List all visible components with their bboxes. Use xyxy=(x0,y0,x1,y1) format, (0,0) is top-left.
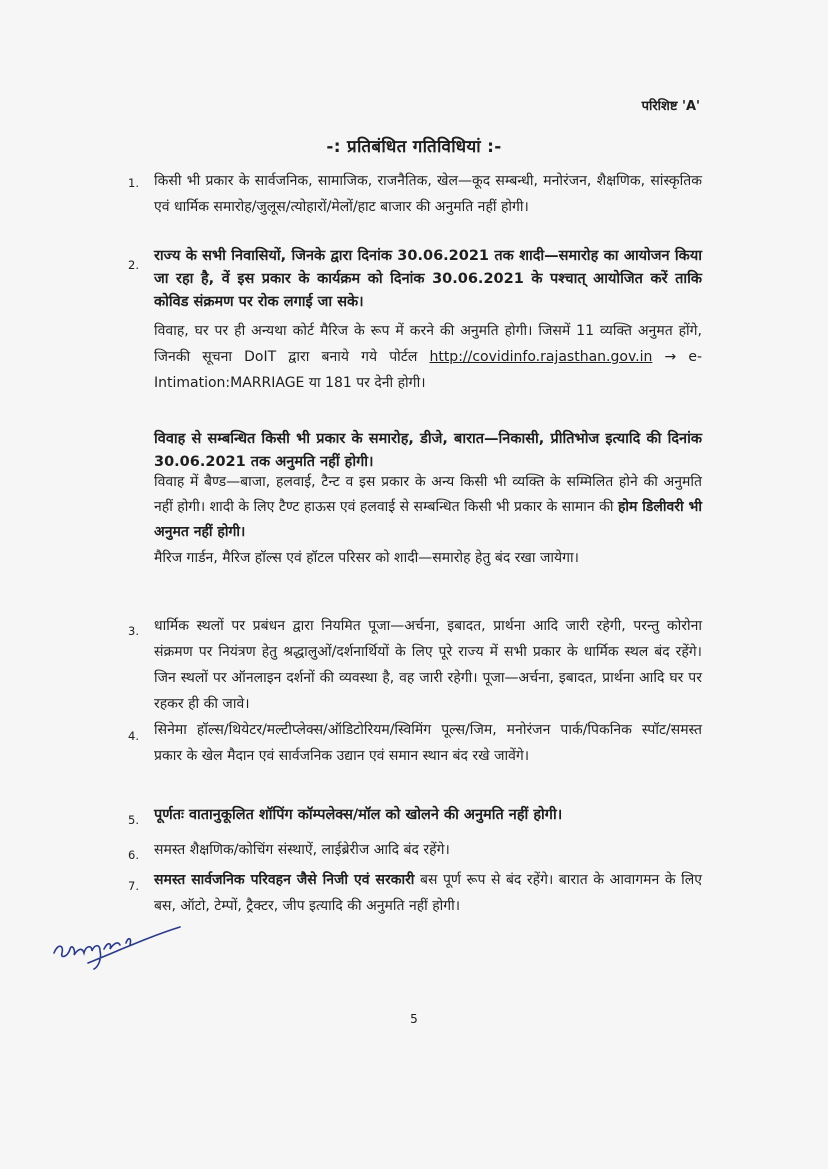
paragraph-text: विवाह में बैण्ड—बाजा, हलवाई, टैन्ट व इस प्रकार के अन्य किसी भी व्यक्ति के सम्मिलित होने की अनुमति नहीं होगी। शादी के लिए टैण्ट हाऊस एवं हलवाई से सम्बन्धित किसी भी प्रकार के सामान की xyxy=(154,474,702,515)
item-text: सिनेमा हॉल्स/थियेटर/मल्टीप्लेक्स/ऑडिटोरियम/स्विमिंग पूल्स/जिम, मनोरंजन पार्क/पिकनिक स्पॉट/समस्त प्रकार के खेल मैदान एवं सार्वजनिक उद्यान एवं समान स्थान बंद रखे जावेंगे। xyxy=(154,722,702,764)
item-text xyxy=(154,867,702,919)
item-text: धार्मिक स्थलों पर प्रबंधन द्वारा नियमित पूजा—अर्चना, इबादत, प्रार्थना आदि जारी रहेगी, परन्तु कोरोना संक्रमण पर नियंत्रण हेतु श्रद्धालुओं/दर्शनार्थियों के लिए पूरे राज्य में सभी प्रकार के धार्मिक स्थल बंद रहेंगे। जिन स्थलों पर ऑनलाइन दर्शनों की व्यवस्था है, वह जारी रहेगी। पूजा—अर्चना, इबादत, प्रार्थना आदि घर पर रहकर ही की जावे। xyxy=(154,618,702,712)
marriage-at-home-paragraph xyxy=(154,318,702,396)
page-title: -: प्रतिबंधित गतिविधियां :- xyxy=(326,137,502,157)
item-text: राज्य के सभी निवासियों, जिनके द्वारा दिनांक 30.06.2021 तक शादी—समारोह का आयोजन किया जा रहा है, वें इस प्रकार के कार्यक्रम को दिनांक 30.06.2021 के पश्चात् आयोजित करें ताकि कोविड संक्रमण पर रोक लगाई जा सके। xyxy=(154,248,702,310)
page-number: 5 xyxy=(410,1012,418,1026)
item-text: पूर्णतः वातानुकूलित शॉपिंग कॉम्पलेक्स/मॉल को खोलने की अनुमति नहीं होगी। xyxy=(154,807,563,823)
item-number: 7. xyxy=(128,879,139,893)
paragraph-text: → e-Intimation:MARRIAGE या 181 पर देनी होगी। xyxy=(154,349,702,391)
item-bold-text: समस्त सार्वजनिक परिवहन जैसे निजी एवं सरकारी xyxy=(154,872,415,888)
signature xyxy=(48,915,188,985)
ceremony-ban-paragraph: विवाह से सम्बन्धित किसी भी प्रकार के समारोह, डीजे, बारात—निकासी, प्रीतिभोज इत्यादि की दिनांक 30.06.2021 तक अनुमति नहीं होगी। xyxy=(154,431,702,470)
item-number: 6. xyxy=(128,848,139,862)
paragraph-bold-text: होम डिलीवरी भी अनुमत नहीं होगी। xyxy=(154,499,702,540)
portal-link[interactable]: http://covidinfo.rajasthan.gov.in xyxy=(429,349,653,365)
item-number: 1. xyxy=(128,176,139,190)
item-plain-text: बस पूर्ण रूप से बंद रहेंगे। बारात के आवागमन के लिए बस, ऑटो, टेम्पों, ट्रैक्टर, जीप इत्यादि की अनुमति नहीं होगी। xyxy=(154,872,702,914)
paragraph-text: विवाह, घर पर ही अन्यथा कोर्ट मैरिज के रूप में करने की अनुमति होगी। जिसमें 11 व्यक्ति अनुमत होंगे, जिनकी सूचना DoIT द्वारा बनाये गये पोर्टल xyxy=(154,323,702,365)
item-number: 2. xyxy=(128,258,139,272)
item-number: 4. xyxy=(128,729,139,743)
band-ban-paragraph xyxy=(154,470,702,545)
item-number: 3. xyxy=(128,624,139,638)
item-text: समस्त शैक्षणिक/कोचिंग संस्थाऐं, लाईब्रेरीज आदि बंद रहेंगे। xyxy=(154,842,450,858)
annex-label: परिशिष्ट 'A' xyxy=(641,99,700,114)
item-number: 5. xyxy=(128,813,139,827)
marriage-gardens-paragraph: मैरिज गार्डन, मैरिज हॉल्स एवं हॉटल परिसर को शादी—समारोह हेतु बंद रखा जायेगा। xyxy=(154,550,579,566)
item-text: किसी भी प्रकार के सार्वजनिक, सामाजिक, राजनैतिक, खेल—कूद सम्बन्धी, मनोरंजन, शैक्षणिक, सांस्कृतिक एवं धार्मिक समारोह/जुलूस/त्योहारों/मेलों/हाट बाजार की अनुमति नहीं होगी। xyxy=(154,173,702,215)
